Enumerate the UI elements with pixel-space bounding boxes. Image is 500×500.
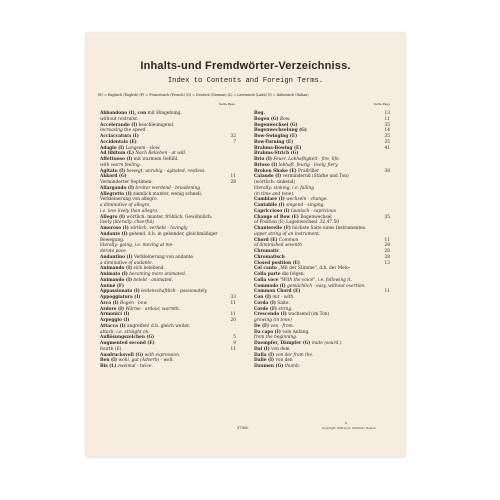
index-gloss: literally: going, i.e. moving at mo- — [100, 243, 174, 249]
index-term: Commodo (I) — [254, 283, 286, 289]
index-page-number: 5 — [233, 335, 236, 341]
index-term: De (F) — [254, 323, 270, 329]
index-term: Chanterelle (F) — [254, 226, 291, 231]
index-page-number: 7 — [233, 139, 236, 145]
index-term: Affettuoso (I) — [100, 157, 133, 162]
index-gloss: wohl, gut (Adverb) - well. — [118, 358, 174, 364]
index-gloss: von - from. — [270, 323, 295, 329]
index-term: Da capo (I) — [254, 329, 281, 335]
index-page-number: 11 — [384, 116, 390, 122]
index-term: Ad libitum (L) — [100, 151, 134, 157]
index-term: Daumen (G) — [254, 364, 284, 369]
index-column-left — [100, 111, 236, 370]
index-term: Calando (I) — [254, 174, 282, 180]
index-page-number: 13 — [384, 111, 390, 116]
index-gloss: mute (sourd.) — [311, 341, 342, 346]
index-gloss: a diminutive of allegro, — [100, 203, 151, 208]
index-term: Chromatisch — [254, 254, 285, 260]
index-gloss: growing (in tone) — [254, 318, 292, 323]
index-gloss: gehend, d.h. in gehender, gleichmäßiger — [129, 231, 218, 237]
index-gloss: von der from the. — [275, 352, 314, 358]
index-gloss: "With the voice", i.e. following it. — [279, 277, 352, 283]
catalog-number: 37900 — [237, 426, 249, 430]
index-term: Andante (I) — [100, 231, 128, 237]
language-legend: (E) = Englisch (English) (F) = Französisch (French) (G) = Deutsch (German) (L) = Lateinisch (Latin) (I) = Italienisch (Italian) — [98, 93, 309, 97]
index-column-right — [254, 111, 390, 370]
index-gloss: beschleunigend. — [138, 122, 175, 128]
index-gloss: angreifen! d.h. gleich weiter. — [126, 323, 191, 329]
index-gloss: mit - with. — [272, 295, 295, 300]
index-term: Corda (I) — [254, 300, 276, 306]
index-term: Animando (I) — [100, 277, 132, 283]
index-gloss: wechseln - change. — [286, 197, 328, 203]
index-term: Appassionato (I) — [100, 289, 140, 295]
index-gloss: launisch - capricious — [291, 208, 336, 214]
index-gloss: Bewegung. — [100, 237, 125, 243]
index-gloss: Bogen - bow — [120, 300, 148, 306]
index-term: Armonici (I) — [100, 312, 130, 318]
index-page-number: 28 — [230, 180, 236, 185]
index-gloss: from the beginning. — [254, 335, 298, 341]
index-term: Chromatic — [254, 249, 280, 254]
index-term: Corde (F) — [254, 306, 277, 312]
index-term: Ben (I) — [100, 358, 118, 364]
index-gloss: string. — [278, 306, 293, 312]
page-title: Inhalts-und Fremdwörter-Verzeichniss. — [140, 60, 351, 72]
page-number: 6 — [345, 421, 347, 425]
index-gloss: vom Anfang. — [282, 329, 310, 335]
index-term: Colla voce — [254, 277, 279, 283]
index-term: Col canto — [254, 266, 277, 272]
index-gloss: zärtlich, verliebt - lovingly — [130, 226, 188, 231]
index-term: Auflösungszeichen (G) — [100, 335, 155, 341]
index-term: Dal (I) — [254, 346, 270, 352]
index-term: Bogenwechselung (G) — [254, 128, 307, 134]
index-gloss: ziemlich munter, wenig schnell, — [133, 191, 203, 197]
index-entry — [100, 364, 236, 370]
index-term: Brahms-Strich (G) — [254, 151, 299, 157]
index-gloss: (in time and tone). — [254, 191, 295, 197]
index-gloss: of diminished seventh — [254, 243, 302, 249]
index-gloss: Saite. — [277, 300, 290, 306]
index-gloss: Langsam - slow. — [125, 145, 161, 151]
index-gloss: von dem — [271, 346, 290, 352]
index-page-number: 35 — [384, 214, 390, 220]
index-page-number: 11 — [230, 312, 236, 318]
index-gloss: sich belebend. — [133, 266, 165, 272]
index-term: Accidentals (E) — [100, 139, 137, 145]
index-term: Brio (I) — [254, 157, 272, 162]
index-term: Bogenwechsel (G) — [254, 122, 298, 128]
page-subtitle: Index to Contents and Foreign Terms. — [167, 77, 324, 85]
index-term: Attacca (I) — [100, 323, 126, 329]
index-gloss: attack; i.e. straight on. — [100, 329, 150, 335]
index-gloss: Prallriller — [298, 168, 320, 174]
index-term: Animato (I) — [100, 272, 128, 277]
index-gloss: Wärme - ardour, warmth. — [125, 306, 181, 312]
index-gloss: derate pace. — [100, 249, 128, 254]
index-term: Cambiare (I) — [254, 197, 285, 203]
index-gloss: of Position (E) Lagenwechsel .32.47.50 — [254, 220, 339, 226]
index-gloss: von den — [275, 358, 293, 364]
index-term: Appoggiatura (I) — [100, 295, 141, 300]
index-page-number: 28 — [384, 254, 390, 260]
index-gloss: wörtlich: munter, fröhlich. Gewöhnlich: — [126, 214, 213, 220]
index-gloss: „Mit der Stimme", d.h. der Melo- — [278, 266, 351, 272]
index-term: Dalle (I) — [254, 358, 275, 364]
index-gloss: wachsend (im Ton) — [288, 312, 330, 318]
index-term: Daempfer, Dämpfer (G) — [254, 341, 311, 346]
index-term: Animando (I) — [100, 266, 132, 272]
index-page-number: 41 — [384, 145, 390, 151]
index-gloss: upper string of an instrument. — [254, 231, 321, 237]
index-term: Abbandono (I), con — [100, 111, 147, 116]
index-gloss: (wörtlich: sinkend) — [254, 180, 296, 185]
index-gloss: Bogenwechsel — [300, 214, 332, 220]
index-term: Arpeggio (I) — [100, 318, 130, 323]
index-gloss: gemächlich - easy, without exertion. — [287, 283, 366, 289]
index-term: Andantino (I) — [100, 254, 133, 260]
index-gloss: with expression. — [144, 352, 181, 358]
index-gloss: mit warmem Gefühl. — [133, 157, 179, 162]
index-gloss: höchste Saite eines Instrumentes. — [292, 226, 367, 231]
page-column-label-left: Seite Page — [218, 102, 235, 106]
index-gloss: bewegt, unruhig - agitated, restless. — [126, 168, 206, 174]
index-term: Bow-Turning (E) — [254, 139, 294, 145]
index-term: Bis (L) — [100, 364, 117, 369]
index-gloss: lebhaft, feurig - lively, fiery. — [278, 162, 339, 168]
index-term: Allegretto (I) — [100, 191, 132, 197]
index-gloss: singend - singing. — [286, 203, 325, 208]
index-page-number: 35 — [384, 134, 390, 139]
index-term: Brahms-Bowing (E) — [254, 145, 302, 151]
index-term: Augmented second (E) — [100, 341, 155, 346]
index-page-number: 14 — [384, 128, 390, 134]
index-term: Bow-Swinging (E) — [254, 134, 298, 139]
index-gloss: without restraint. — [100, 116, 139, 122]
index-page-number: 35 — [384, 139, 390, 145]
index-gloss: Nach Belieben - at will. — [135, 151, 187, 157]
index-gloss: with warm feeling. — [100, 162, 141, 168]
index-page-number: 35 — [384, 122, 390, 128]
index-term: Animé (F) — [100, 283, 124, 289]
index-gloss: a diminutive of andante. — [100, 260, 154, 266]
index-term: Change of Bow (E) — [254, 214, 299, 220]
index-term: Capriccioso (I) — [254, 208, 290, 214]
index-gloss: belebt - animated. — [133, 277, 173, 283]
index-page-number: 11 — [230, 174, 236, 180]
index-term: Broken Shake (E) — [254, 168, 297, 174]
index-page-number: 11 — [230, 346, 236, 352]
index-gloss: Common — [278, 237, 299, 243]
index-term: Akkord (G) — [100, 174, 127, 180]
index-gloss: fourth (E) — [100, 346, 122, 352]
index-term: Common Chord (E) — [254, 289, 301, 295]
copyright-notice: Copyright 1900 by G. Schirmer, Boston — [322, 426, 376, 430]
index-gloss: breiter werdend - broadening — [135, 185, 200, 191]
index-gloss: lively (literally: cheerful) — [100, 220, 154, 226]
index-page-number: 13 — [384, 260, 390, 266]
index-term: Dalla (I) — [254, 352, 275, 358]
document-page — [86, 33, 405, 457]
index-term: Ausdrucksvoll (G) — [100, 352, 144, 358]
index-term: Acciaccatura (I) — [100, 134, 139, 139]
index-page-number: 20 — [230, 318, 236, 323]
index-gloss: Bow. — [279, 116, 291, 122]
index-gloss: Verkleinerung von andante. — [133, 254, 195, 260]
index-term: Closed position (E) — [254, 260, 300, 266]
page-column-label-right: Seite Page — [373, 102, 390, 106]
index-term: Amoroso (I) — [100, 226, 129, 231]
index-gloss: Verkleinerung von allegro. — [100, 197, 158, 203]
index-term: Bogen (G) — [254, 116, 279, 122]
index-gloss: zweimal - twice. — [117, 364, 153, 369]
index-term: Arco (I) — [100, 300, 119, 306]
index-term: Brioso (I) — [254, 162, 278, 168]
index-gloss: leidenschaftlich - passionately — [141, 289, 207, 295]
index-term: Chord (E) — [254, 237, 278, 243]
index-term: Agitato (I) — [100, 168, 126, 174]
index-term: Ardore (I) — [100, 306, 125, 312]
index-gloss: mit Hingebung. — [147, 111, 182, 116]
index-term: Adagio (I) — [100, 145, 125, 151]
index-gloss: increasing the speed. — [100, 128, 147, 134]
index-gloss: die folgen. — [281, 272, 305, 277]
index-page-number: 9 — [233, 341, 236, 346]
index-term: Allegro (I) — [100, 214, 126, 220]
index-page-number: 28 — [384, 249, 390, 254]
index-gloss: vermindernd (Stärke und Ton) — [282, 174, 349, 180]
index-term: Con (I) — [254, 295, 271, 300]
index-term: Accelerando (I) — [100, 122, 138, 128]
index-page-number: 38 — [384, 168, 390, 174]
index-term: Allargando (I) — [100, 185, 135, 191]
index-term: Bog. — [254, 111, 265, 116]
index-gloss: Feuer, Lebhaftigkeit - fire, life. — [273, 157, 341, 162]
index-page-number: 11 — [384, 289, 390, 295]
index-term: Crescendo (I) — [254, 312, 287, 318]
index-gloss: thumb. — [284, 364, 301, 369]
index-term: Cantabile (I) — [254, 203, 285, 208]
index-entry — [254, 364, 390, 370]
index-gloss: literally: sinking, i.e. falling — [254, 185, 315, 191]
index-gloss: i.e. less lively than allegro. — [100, 208, 159, 214]
index-page-number: 33 — [230, 295, 236, 300]
index-page-number: 11 — [384, 237, 390, 243]
index-page-number: 11 — [230, 300, 236, 306]
index-gloss: Verminderter Septimen- — [100, 180, 153, 185]
index-page-number: 28 — [384, 243, 390, 249]
index-page-number: 32 — [230, 134, 236, 139]
index-gloss: becoming more animated. — [129, 272, 187, 277]
index-term: Colla parte — [254, 272, 281, 277]
